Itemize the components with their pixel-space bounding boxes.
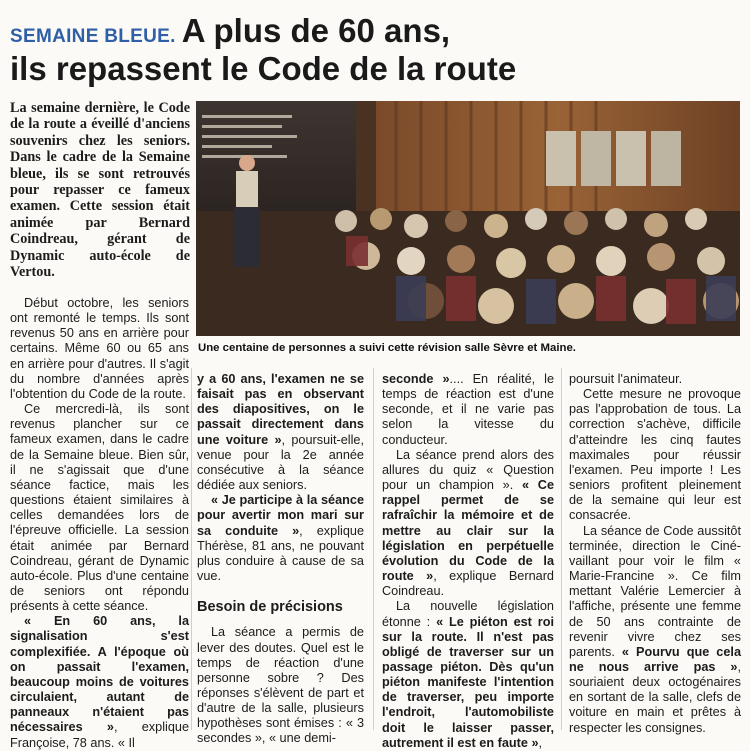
quote: « Le piéton est roi sur la route. Il n'est pas obligé de traverser sur un passage piéton. Dès qu'un piéton manifeste l'intention de traverser, peu importe l'endroit, l'automobiliste doit le laisser passer, autrement il est en faute »: [382, 614, 554, 750]
quote: y a 60 ans, l'examen ne se faisait pas en observant des diapositives, on le passait directement dans une voiture »: [197, 372, 364, 447]
subheading: Besoin de précisions: [197, 599, 343, 616]
article-header: [10, 12, 740, 88]
column-4: [569, 372, 741, 736]
quote: « Je participe à la séance pour avertir mon mari sur sa conduite »: [197, 493, 364, 538]
quote: « En 60 ans, la signalisation s'est complexifiée. A l'époque où on passait l'examen, beaucoup moins de voitures circulaient, autant de panneaux n'étaient pas nécessaires »: [10, 614, 189, 735]
paragraph: « Je participe à la séance pour avertir mon mari sur sa conduite », explique Thérèse, 81 ans, ne pouvant plus conduire à cause de sa vue.: [197, 493, 364, 584]
column-2: [197, 372, 364, 747]
article-photo: [196, 101, 740, 336]
audience-photo-illustration: [196, 101, 740, 336]
column-divider: [191, 368, 192, 730]
section-kicker: SEMAINE BLEUE.: [10, 26, 176, 47]
paragraph: La séance de Code aussitôt terminée, direction le Ciné-vaillant pour voir le film « Marie-Francine ». Ce film mettant Valérie Lemercier à l'affiche, présente une femme de 50 ans contrainte de revenir vivre chez ses parents. « Pourvu que cela ne nous arrive pas », souriaient deux octogénaires en sortant de la salle, clefs de voiture en main et prêtes à respecter les consignes.: [569, 523, 742, 735]
paragraph: Ce mercredi-là, ils sont revenus plancher sur ce fameux examen, dans le cadre de la Semaine bleue. Bien sûr, il ne s'agissait que d'une séance factice, mais les questions étaient similaires à celles demandées lors de l'épreuve officielle. La session était animée par Bernard Coindreau, gérant de Dynamic auto-école. Plus d'une centaine de seniors ont répondu présents à cette séance.: [10, 402, 189, 614]
headline-line-2: ils repassent le Code de la route: [10, 50, 517, 87]
paragraph: La séance a permis de lever des doutes. Quel est le temps de réaction d'une personne sobre ? Des réponses s'élèvent de part et d'autre de la salle, plusieurs hypothèses sont émises : « 3 secondes », « une demi-: [197, 625, 364, 746]
lead-paragraph: La semaine dernière, le Code de la route a éveillé d'anciens souvenirs chez les seniors. Dans le cadre de la Semaine bleue, ils se sont retrouvés pour repasser ce fameux examen. Cette session était animée par Bernard Coindreau, gérant de Dynamic auto-école de Vertou.: [10, 100, 190, 281]
paragraph: seconde ».... En réalité, le temps de réaction est d'une seconde, et il ne varie pas selon la vitesse du conducteur.: [382, 372, 555, 447]
paragraph: Début octobre, les seniors ont remonté le temps. Ils sont revenus 50 ans en arrière pour certains. Même 60 ou 65 ans en arrière pour d'autres. Il s'agit du nombre d'années après l'obtention du Code de la route.: [10, 296, 189, 401]
quote: « Pourvu que cela ne nous arrive pas »: [569, 644, 742, 674]
column-divider: [561, 368, 562, 730]
column-1: [10, 296, 189, 751]
column-divider: [373, 368, 374, 730]
quote: « Ce rappel permet de se rafraîchir la mémoire et de mettre au clair sur la législation en perpétuelle évolution du Code de la route »: [382, 478, 554, 584]
photo-caption: Une centaine de personnes a suivi cette révision salle Sèvre et Maine.: [198, 342, 576, 354]
paragraph: La séance prend alors des allures du quiz « Question pour un champion ». « Ce rappel permet de se rafraîchir la mémoire et de mettre au clair sur la législation en perpétuelle évolution du Code de la route », explique Bernard Coindreau.: [382, 447, 554, 599]
paragraph: La nouvelle législation étonne : « Le piéton est roi sur la route. Il n'est pas obligé de traverser sur un passage piéton. Dès qu'un piéton manifeste l'intention de traverser, peu importe l'endroit, l'automobiliste doit le laisser passer, autrement il est en faute »,: [382, 599, 554, 750]
paragraph: y a 60 ans, l'examen ne se faisait pas en observant des diapositives, on le passait directement dans une voiture », poursuit-elle, venue pour la 2e année consécutive à la séance dédiée aux seniors.: [197, 372, 364, 493]
paragraph: « En 60 ans, la signalisation s'est complexifiée. A l'époque où on passait l'examen, beaucoup moins de voitures circulaient, autant de panneaux n'étaient pas nécessaires », explique Françoise, 78 ans. « Il: [10, 614, 189, 750]
headline-line-1: A plus de 60 ans,: [181, 12, 451, 49]
quote: seconde »: [382, 372, 450, 386]
paragraph: poursuit l'animateur.: [569, 372, 683, 386]
column-3: [382, 372, 554, 751]
paragraph: Cette mesure ne provoque pas l'approbation de tous. La correction s'achève, difficile d'atteindre les cinq fautes maximales pour réussir l'examen. Peu importe ! Les seniors profitent pleinement de la semaine qui leur est consacrée.: [569, 387, 741, 523]
